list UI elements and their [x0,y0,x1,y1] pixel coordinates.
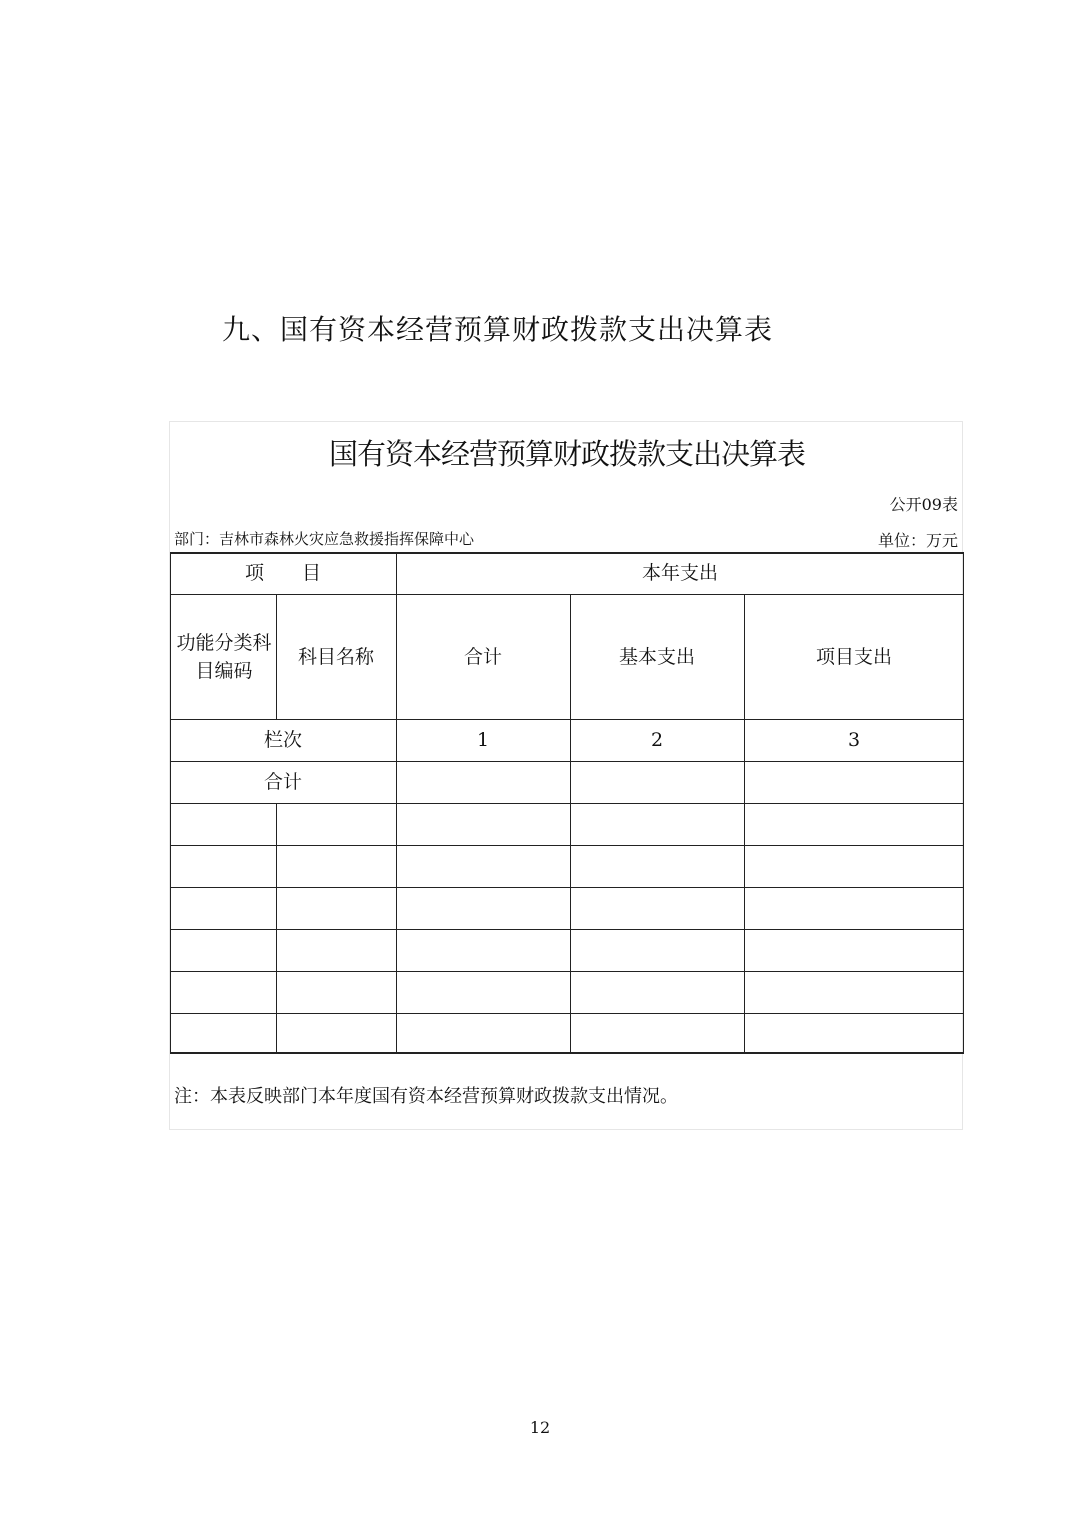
col-header-name: 科目名称 [297,645,374,668]
row-divider [170,845,964,846]
col-header-project: 项目支出 [815,645,892,668]
row-divider [170,929,964,930]
budget-table-sheet [169,421,963,1130]
table-note: 注：本表反映部门本年度国有资本经营预算财政拨款支出情况。 [174,1086,678,1107]
form-code: 公开09表 [889,495,958,514]
row-index-label: 栏次 [263,729,302,751]
unit-label: 单位：万元 [877,531,958,550]
col-header-code: 功能分类科目编码 [176,631,272,682]
col-header-total: 合计 [463,645,502,668]
page-number: 12 [529,1418,551,1437]
row-divider [170,803,964,804]
row-total-value [396,761,570,803]
row-divider [170,971,964,972]
row-index-value: 2 [650,729,664,751]
header-item: 项 目 [244,562,321,584]
row-total-value [744,761,964,803]
section-title: 九、国有资本经营预算财政拨款支出决算表 [222,313,774,346]
col-divider [276,803,277,1054]
col-header-basic: 基本支出 [618,645,695,668]
budget-table [170,552,964,1053]
row-index-value: 3 [847,729,861,751]
department-label: 部门：吉林市森林火灾应急救援指挥保障中心 [174,530,475,548]
row-divider [170,1013,964,1014]
header-current-year: 本年支出 [641,562,718,584]
table-title: 国有资本经营预算财政拨款支出决算表 [328,437,805,471]
row-index-value: 1 [476,729,490,751]
table-border-bottom [170,1052,964,1054]
row-total-value [570,761,744,803]
row-divider [170,887,964,888]
table-border-left [170,552,171,1054]
row-total-label: 合计 [263,771,302,793]
